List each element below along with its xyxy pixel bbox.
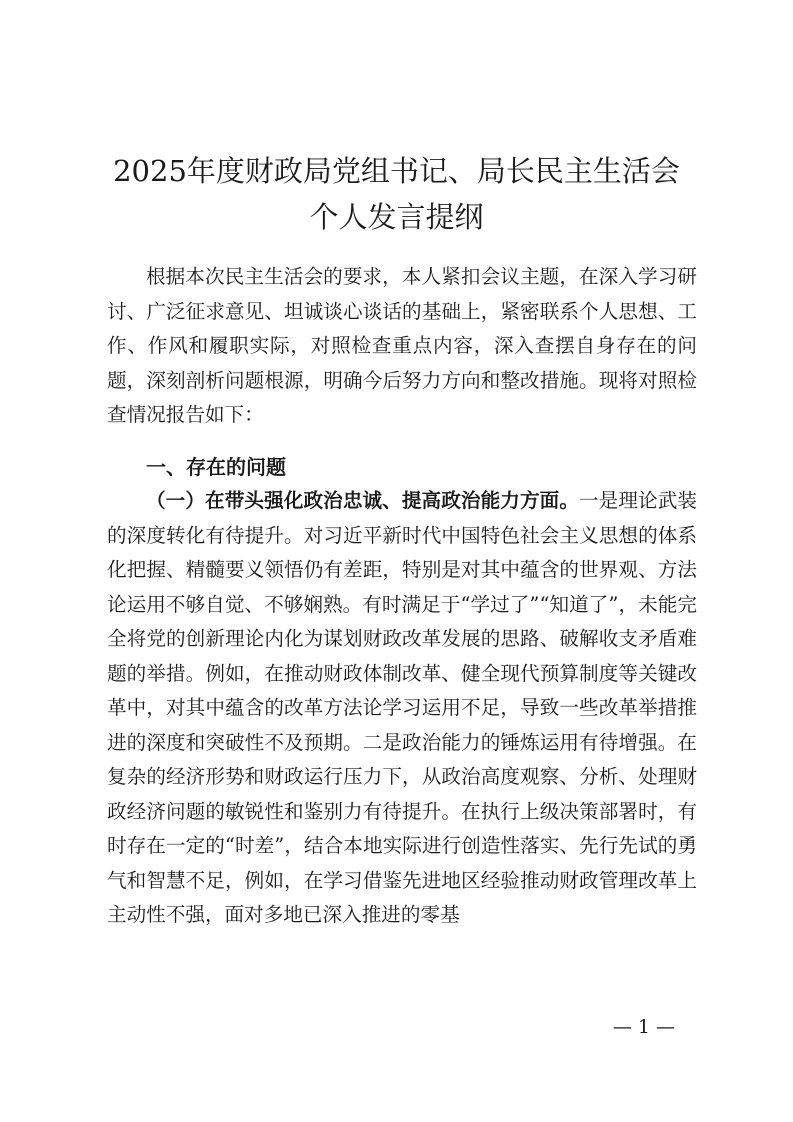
page-number: — 1 —	[612, 1016, 675, 1038]
document-title: 2025年度财政局党组书记、局长民主生活会个人发言提纲	[113, 154, 680, 234]
subsection-heading: （一）在带头强化政治忠诚、提高政治能力方面。	[146, 489, 579, 512]
intro-paragraph: 根据本次民主生活会的要求，本人紧扣会议主题，在深入学习研讨、广泛征求意见、坦诚谈心谈话的基础上，紧密联系个人思想、工作、作风和履职实际，对照检查重点内容，深入查摆自身存在的问题，深刻剖析问题根源，明确今后努力方向和整改措施。现将对照检查情况报告如下：	[107, 265, 697, 426]
subsection-body: 一是理论武装的深度转化有待提升。对习近平新时代中国特色社会主义思想的体系化把握、精髓要义领悟仍有差距，特别是对其中蕴含的世界观、方法论运用不够自觉、不够娴熟。有时满足于“学过了”“知道了”，未能完全将党的创新理论内化为谋划财政改革发展的思路、破解收支矛盾难题的举措。例如，在推动财政体制改革、健全现代预算制度等关键改革中，对其中蕴含的改革方法论学习运用不足，导致一些改革举措推进的深度和突破性不及预期。二是政治能力的锤炼运用有待增强。在复杂的经济形势和财政运行压力下，从政治高度观察、分析、处理财政经济问题的敏锐性和鉴别力有待提升。在执行上级决策部署时，有时存在一定的“时差”，结合本地实际进行创造性落实、先行先试的勇气和智慧不足，例如，在学习借鉴先进地区经验推动财政管理改革上主动性不强，面对多地已深入推进的零基	[107, 489, 698, 926]
section-heading-problems: 一、存在的问题	[146, 455, 286, 479]
subsection-paragraph-political-loyalty	[107, 484, 697, 933]
